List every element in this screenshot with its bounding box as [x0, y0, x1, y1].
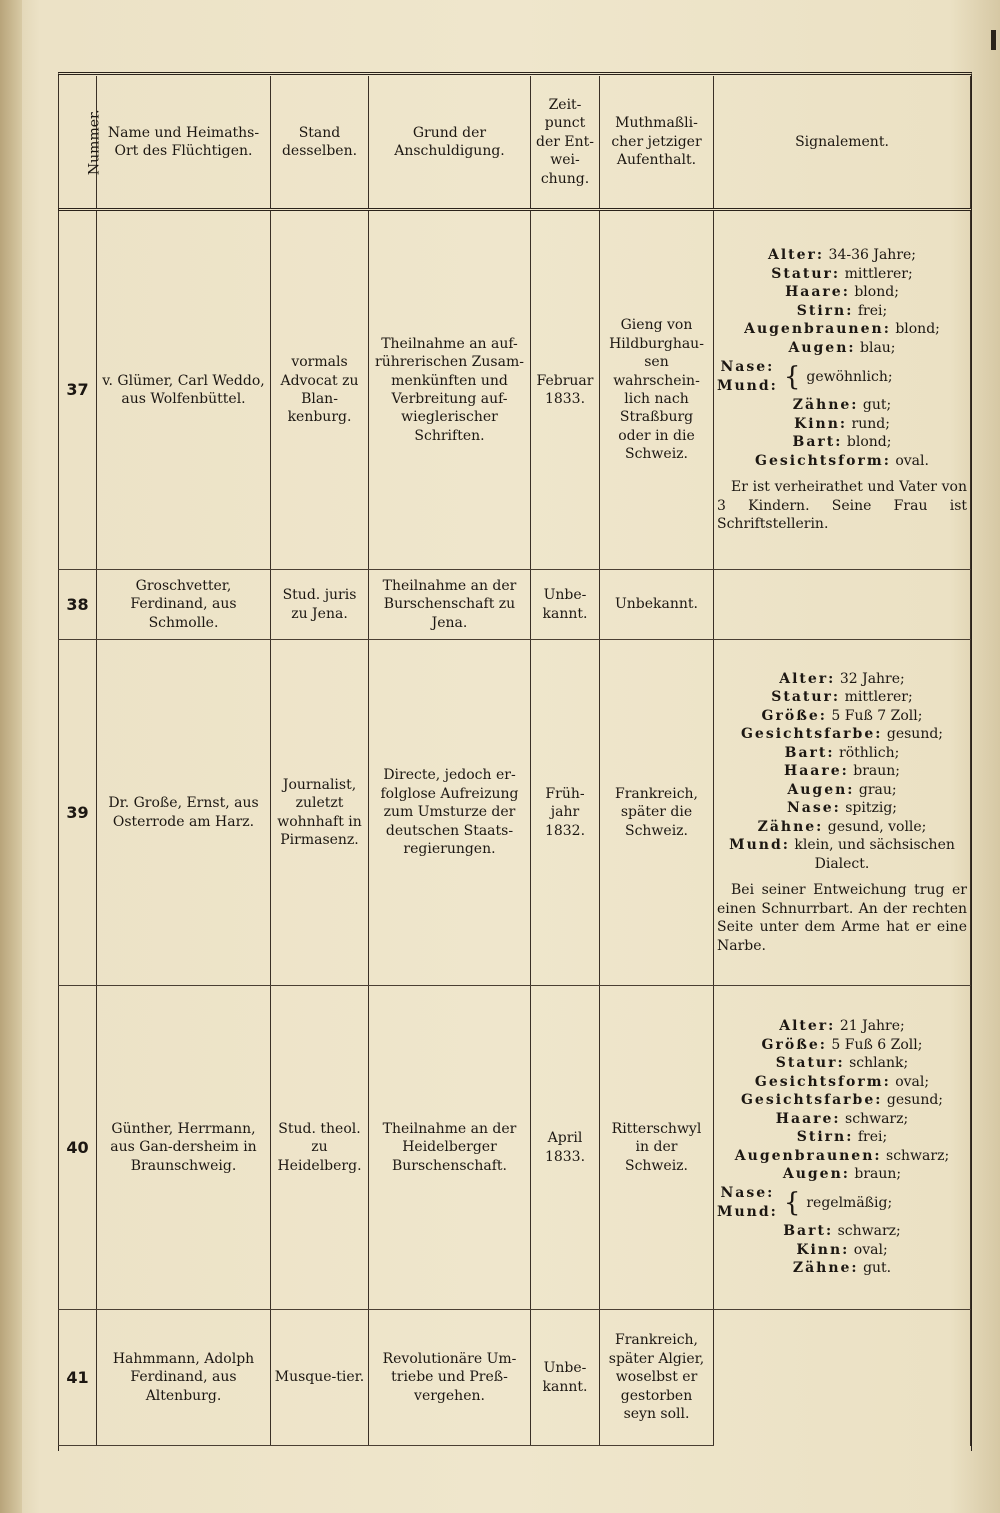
brace-icon: {	[783, 361, 801, 392]
fugitive-name: Hahmmann, Adolph Ferdinand, aus Altenburg.	[97, 1310, 271, 1446]
presumed-location: Frankreich, später die Schweiz.	[600, 640, 714, 986]
sig-line: Augen: braun;	[782, 1165, 902, 1182]
signalement-description	[714, 986, 971, 1310]
fugitive-status: Musque-tier.	[271, 1310, 369, 1446]
sig-line: Gesichtsfarbe: gesund;	[740, 726, 944, 743]
escape-date: Unbe-kannt.	[531, 570, 600, 640]
sig-line: Alter: 21 Jahre;	[779, 1018, 905, 1035]
row-number: 39	[59, 640, 97, 986]
fugitive-name: Dr. Große, Ernst, aus Osterrode am Harz.	[97, 640, 271, 986]
header-reason: Grund der Anschuldigung.	[369, 76, 531, 210]
header-number: Nummer.	[59, 76, 97, 210]
table-row-39	[59, 640, 971, 986]
accusation-reason: Theilnahme an auf-rührerischen Zusam-menkünften und Verbreitung auf-wieglerischer Schriften.	[369, 210, 531, 570]
accusation-reason: Directe, jedoch er-folglose Aufreizung zum Umsturze der deutschen Staats-regierungen.	[369, 640, 531, 986]
sig-brace-group: Nase: Mund: { gewöhnlich;	[717, 359, 893, 394]
sig-line: Bart: röthlich;	[784, 744, 900, 761]
sig-line: Zähne: gut.	[792, 1260, 892, 1277]
sig-line: Stirn: frei;	[796, 302, 888, 319]
sig-line: Zähne: gut;	[792, 397, 892, 414]
sig-line: Größe: 5 Fuß 6 Zoll;	[761, 1036, 923, 1053]
brace-icon: {	[783, 1187, 801, 1218]
sig-note: Er ist verheirathet und Vater von 3 Kindern. Seine Frau ist Schriftstellerin.	[717, 479, 967, 533]
table-row-41	[59, 1310, 971, 1446]
margin-mark	[991, 30, 996, 50]
fugitive-status: Stud. theol. zu Heidelberg.	[271, 986, 369, 1310]
row-number: 40	[59, 986, 97, 1310]
table-row-38	[59, 570, 971, 640]
sig-line: Augenbraunen: blond;	[744, 321, 940, 338]
signalement-description	[714, 210, 971, 570]
sig-line: Augenbraunen: schwarz;	[734, 1147, 950, 1164]
sig-line: Gesichtsform: oval;	[754, 1073, 930, 1090]
header-location: Muthmaßli-cher jetziger Aufenthalt.	[600, 76, 714, 210]
header-row	[59, 76, 971, 210]
sig-line: Größe: 5 Fuß 7 Zoll;	[761, 707, 923, 724]
signalement-description	[714, 570, 971, 640]
row-number: 37	[59, 210, 97, 570]
sig-line: Alter: 34-36 Jahre;	[767, 247, 917, 264]
table-row-37	[59, 210, 971, 570]
page-edge-shadow	[0, 0, 22, 1513]
sig-line: Haare: schwarz;	[775, 1110, 909, 1127]
sig-line: Statur: mittlerer;	[771, 265, 913, 282]
header-status: Stand desselben.	[271, 76, 369, 210]
sig-note: Bei seiner Entweichung trug er einen Schnurrbart. An der rechten Seite unter dem Arme hat er eine Narbe.	[717, 882, 967, 954]
presumed-location: Ritterschwyl in der Schweiz.	[600, 986, 714, 1310]
escape-date: Februar 1833.	[531, 210, 600, 570]
sig-line: Nase: spitzig;	[786, 800, 898, 817]
row-number: 41	[59, 1310, 97, 1446]
header-date: Zeit-punct der Ent-wei-chung.	[531, 76, 600, 210]
sig-line: Bart: schwarz;	[783, 1223, 901, 1240]
sig-line: Augen: grau;	[787, 781, 897, 798]
header-name: Name und Heimaths-Ort des Flüchtigen.	[97, 76, 271, 210]
presumed-location: Gieng von Hildburghau-sen wahrschein-lich nach Straßburg oder in die Schweiz.	[600, 210, 714, 570]
row-number: 38	[59, 570, 97, 640]
sig-line: Alter: 32 Jahre;	[779, 670, 905, 687]
fugitive-name: Günther, Herrmann, aus Gan-dersheim in Braunschweig.	[97, 986, 271, 1310]
signalement-description	[714, 640, 971, 986]
escape-date: April 1833.	[531, 986, 600, 1310]
table-row-40	[59, 986, 971, 1310]
fugitive-status: Stud. juris zu Jena.	[271, 570, 369, 640]
sig-line: Bart: blond;	[792, 434, 892, 451]
escape-date: Unbe-kannt.	[531, 1310, 600, 1446]
sig-line: Kinn: rund;	[794, 415, 890, 432]
fugitive-status: vormals Advocat zu Blan-kenburg.	[271, 210, 369, 570]
escape-date: Früh-jahr 1832.	[531, 640, 600, 986]
sig-line: Kinn: oval;	[796, 1241, 888, 1258]
accusation-reason: Theilnahme an der Burschenschaft zu Jena.	[369, 570, 531, 640]
signalement-description	[714, 1310, 971, 1446]
accusation-reason: Theilnahme an der Heidelberger Burschenschaft.	[369, 986, 531, 1310]
sig-line: Haare: braun;	[783, 763, 901, 780]
sig-line: Stirn: frei;	[796, 1129, 888, 1146]
header-signalement: Signalement.	[714, 76, 971, 210]
sig-brace-group: Nase: Mund: { regelmäßig;	[717, 1185, 893, 1220]
sig-line: Haare: blond;	[785, 284, 899, 301]
fugitive-name: v. Glümer, Carl Weddo, aus Wolfenbüttel.	[97, 210, 271, 570]
sig-line: Zähne: gesund, volle;	[757, 818, 927, 835]
sig-line: Augen: blau;	[788, 339, 896, 356]
sig-line: Gesichtsfarbe: gesund;	[740, 1092, 944, 1109]
presumed-location: Frankreich, später Algier, woselbst er gestorben seyn soll.	[600, 1310, 714, 1446]
fugitives-register-table	[58, 76, 971, 1446]
sig-line: Mund: klein, und sächsischen Dialect.	[729, 837, 955, 872]
presumed-location: Unbekannt.	[600, 570, 714, 640]
sig-line: Statur: mittlerer;	[771, 689, 913, 706]
accusation-reason: Revolutionäre Um-triebe und Preß-vergehen.	[369, 1310, 531, 1446]
sig-line: Statur: schlank;	[775, 1055, 909, 1072]
fugitive-name: Groschvetter, Ferdinand, aus Schmolle.	[97, 570, 271, 640]
fugitive-status: Journalist, zuletzt wohnhaft in Pirmasenz.	[271, 640, 369, 986]
sig-line: Gesichtsform: oval.	[755, 452, 929, 469]
